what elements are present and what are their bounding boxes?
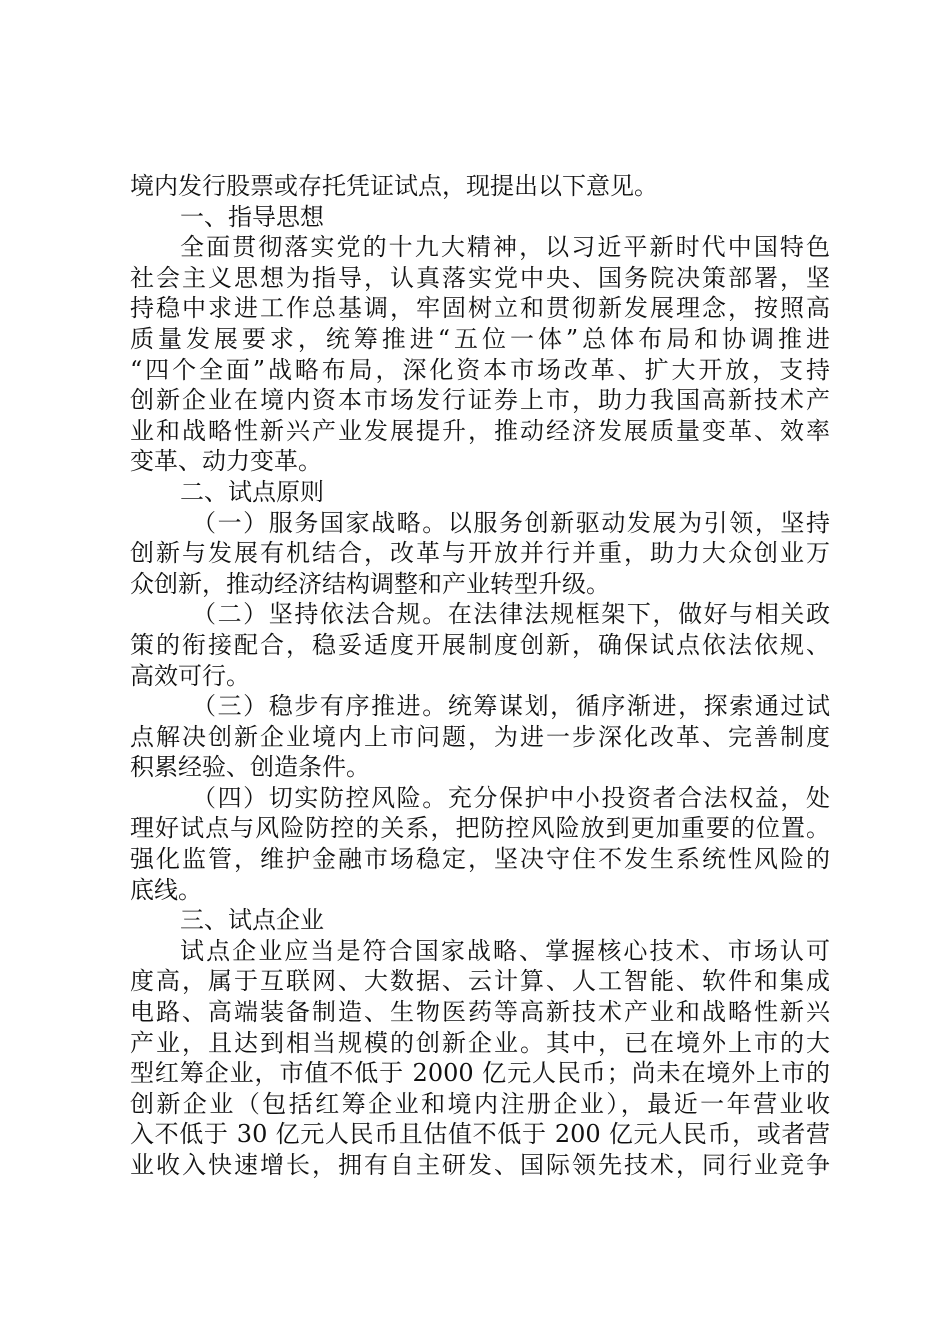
- text-line: 积累经验、创造条件。: [130, 753, 370, 782]
- text-line: 电路、高端装备制造、生物医药等高新技术产业和战略性新兴: [130, 998, 830, 1027]
- text-line: 强化监管，维护金融市场稳定，坚决守住不发生系统性风险的: [130, 845, 830, 874]
- text-line: 产业，且达到相当规模的创新企业。其中，已在境外上市的大: [130, 1028, 830, 1057]
- text-line: 点解决创新企业境内上市问题，为进一步深化改革、完善制度: [130, 722, 830, 751]
- text-line: 创新企业在境内资本市场发行证券上市，助力我国高新技术产: [130, 386, 830, 415]
- text-line: 持稳中求进工作总基调，牢固树立和贯彻新发展理念，按照高: [130, 294, 830, 323]
- section-heading: 三、试点企业: [180, 906, 324, 935]
- text-line: 质量发展要求，统筹推进“五位一体”总体布局和协调推进: [130, 324, 830, 353]
- text-line: （一）服务国家战略。以服务创新驱动发展为引领，坚持: [192, 508, 830, 537]
- text-line: （四）切实防控风险。充分保护中小投资者合法权益，处: [192, 783, 830, 812]
- text-line: 试点企业应当是符合国家战略、掌握核心技术、市场认可: [180, 936, 830, 965]
- text-line: （二）坚持依法合规。在法律法规框架下，做好与相关政: [192, 600, 830, 629]
- text-line: 境内发行股票或存托凭证试点，现提出以下意见。: [130, 172, 658, 200]
- text-line: 理好试点与风险防控的关系，把防控风险放到更加重要的位置。: [130, 814, 830, 843]
- text-line: 创新与发展有机结合，改革与开放并行并重，助力大众创业万: [130, 539, 830, 568]
- text-line: 底线。: [130, 875, 202, 904]
- text-line: 策的衔接配合，稳妥适度开展制度创新，确保试点依法依规、: [130, 630, 830, 659]
- text-line: 社会主义思想为指导，认真落实党中央、国务院决策部署，坚: [130, 263, 830, 292]
- section-heading: 二、试点原则: [180, 477, 324, 506]
- text-line: 业和战略性新兴产业发展提升，推动经济发展质量变革、效率: [130, 416, 830, 445]
- section-heading: 一、指导思想: [180, 202, 324, 231]
- text-line: 入不低于 30 亿元人民币且估值不低于 200 亿元人民币，或者营: [130, 1120, 830, 1149]
- text-line: 型红筹企业，市值不低于 2000 亿元人民币；尚未在境外上市的: [130, 1059, 830, 1088]
- text-line: （三）稳步有序推进。统筹谋划，循序渐进，探索通过试: [192, 692, 830, 721]
- text-line: 高效可行。: [130, 661, 250, 690]
- text-line: 度高，属于互联网、大数据、云计算、人工智能、软件和集成: [130, 967, 830, 996]
- text-line: 业收入快速增长，拥有自主研发、国际领先技术，同行业竞争: [130, 1151, 830, 1179]
- text-line: 变革、动力变革。: [130, 447, 322, 476]
- text-line: 创新企业（包括红筹企业和境内注册企业），最近一年营业收: [130, 1089, 830, 1118]
- text-line: 全面贯彻落实党的十九大精神，以习近平新时代中国特色: [180, 233, 830, 262]
- document-body: [130, 171, 830, 1181]
- text-line: “四个全面”战略布局，深化资本市场改革、扩大开放，支持: [130, 355, 830, 384]
- text-line: 众创新，推动经济结构调整和产业转型升级。: [130, 569, 610, 598]
